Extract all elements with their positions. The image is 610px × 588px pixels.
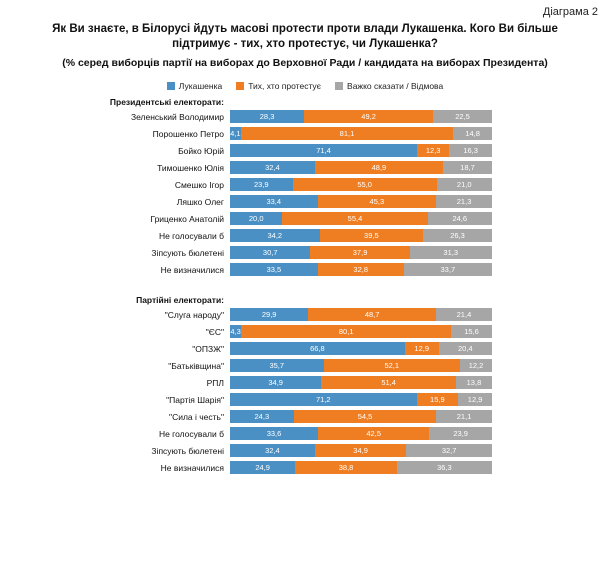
group-spacer xyxy=(0,279,610,295)
bar-segment xyxy=(230,212,282,225)
bar-segment xyxy=(417,393,459,406)
bar-segment xyxy=(315,444,406,457)
stacked-bar xyxy=(230,263,492,276)
legend-item xyxy=(167,81,222,91)
bar-segment xyxy=(397,461,492,474)
bar-segment xyxy=(230,178,293,191)
bar-segment xyxy=(406,444,492,457)
bar-value-label: 4,1 xyxy=(230,129,241,138)
bar-segment xyxy=(230,263,318,276)
category-label: Ляшко Олег xyxy=(176,196,224,207)
bar-value-label: 4,3 xyxy=(230,327,241,336)
bar-value-label: 36,3 xyxy=(437,463,452,472)
bar-segment xyxy=(230,342,405,355)
bar-value-label: 34,9 xyxy=(353,446,368,455)
chart-row xyxy=(0,177,610,192)
stacked-bar xyxy=(230,110,492,123)
bar-value-label: 32,8 xyxy=(353,265,369,274)
bar-segment xyxy=(230,229,320,242)
bar-segment xyxy=(230,127,241,140)
bar-segment xyxy=(433,110,492,123)
chart-row xyxy=(0,143,610,158)
chart-title-line-1: Як Ви знаєте, в Білорусі йдуть масові протести проти влади Лукашенка. Кого Ви більше xyxy=(52,23,558,35)
bar-value-label: 12,3 xyxy=(425,146,441,155)
bar-segment xyxy=(324,359,461,372)
bar-segment xyxy=(320,229,423,242)
bar-segment xyxy=(318,427,429,440)
category-label: Не визначилися xyxy=(160,462,224,473)
chart-row xyxy=(0,443,610,458)
stacked-bar xyxy=(230,461,492,474)
bar-value-label: 45,3 xyxy=(369,197,385,206)
chart-row xyxy=(0,460,610,475)
chart-legend xyxy=(0,81,610,91)
bar-value-label: 23,9 xyxy=(254,180,269,189)
bar-value-label: 21,1 xyxy=(456,412,472,421)
bar-value-label: 21,4 xyxy=(456,310,472,319)
bar-segment xyxy=(436,308,492,321)
bar-segment xyxy=(437,178,492,191)
bar-segment xyxy=(230,325,241,338)
bar-value-label: 21,0 xyxy=(456,180,472,189)
bar-value-label: 13,8 xyxy=(466,378,482,387)
bar-value-label: 71,4 xyxy=(316,146,331,155)
bar-value-label: 33,6 xyxy=(266,429,282,438)
bar-segment xyxy=(230,308,308,321)
stacked-bar xyxy=(230,246,492,259)
chart-row xyxy=(0,211,610,226)
stacked-bar xyxy=(230,393,492,406)
bar-value-label: 32,4 xyxy=(265,163,280,172)
bar-value-label: 24,9 xyxy=(255,463,270,472)
stacked-bar xyxy=(230,144,492,157)
bar-segment xyxy=(308,308,436,321)
bar-value-label: 24,6 xyxy=(452,214,468,223)
chart-row xyxy=(0,160,610,175)
bar-segment xyxy=(410,246,492,259)
bar-value-label: 48,7 xyxy=(364,310,380,319)
bar-segment xyxy=(230,144,417,157)
bar-value-label: 26,3 xyxy=(450,231,465,240)
category-label: Не голосували б xyxy=(158,230,224,241)
legend-label: Тих, хто протестує xyxy=(248,81,322,91)
chart-row xyxy=(0,409,610,424)
bar-segment xyxy=(230,246,310,259)
bar-segment xyxy=(282,212,427,225)
bar-segment xyxy=(436,195,492,208)
category-label: Не визначилися xyxy=(160,264,224,275)
bar-value-label: 16,3 xyxy=(463,146,478,155)
bar-value-label: 52,1 xyxy=(384,361,400,370)
bar-value-label: 49,2 xyxy=(361,112,376,121)
category-label: Зеленський Володимир xyxy=(130,111,224,122)
bar-value-label: 33,5 xyxy=(266,265,282,274)
category-label: "Сила і честь" xyxy=(169,411,224,422)
category-label: Порошенко Петро xyxy=(152,128,224,139)
category-label: Зіпсують бюлетені xyxy=(151,247,224,258)
bar-value-label: 32,7 xyxy=(441,446,457,455)
bar-segment xyxy=(230,161,315,174)
bar-value-label: 38,8 xyxy=(338,463,354,472)
stacked-bar xyxy=(230,342,492,355)
bar-value-label: 24,3 xyxy=(254,412,270,421)
chart-row xyxy=(0,109,610,124)
bar-value-label: 80,1 xyxy=(338,327,354,336)
category-label: "ОПЗЖ" xyxy=(192,343,224,354)
bar-value-label: 12,2 xyxy=(468,361,484,370)
bar-value-label: 32,4 xyxy=(265,446,280,455)
chart-row xyxy=(0,341,610,356)
group-heading: Президентські електорати: xyxy=(109,97,224,107)
bar-value-label: 71,2 xyxy=(315,395,331,404)
legend-swatch-icon xyxy=(167,82,175,90)
bar-value-label: 34,2 xyxy=(267,231,283,240)
stacked-bar xyxy=(230,161,492,174)
bar-segment xyxy=(458,393,492,406)
bar-value-label: 18,7 xyxy=(460,163,475,172)
stacked-bar xyxy=(230,376,492,389)
stacked-bar xyxy=(230,229,492,242)
bar-segment xyxy=(318,263,404,276)
bar-segment xyxy=(443,161,492,174)
chart-title-block xyxy=(0,0,610,71)
bar-value-label: 54,5 xyxy=(357,412,373,421)
bar-segment xyxy=(460,359,492,372)
bar-segment xyxy=(230,444,315,457)
bar-value-label: 22,5 xyxy=(455,112,470,121)
bar-segment xyxy=(230,410,294,423)
bar-value-label: 81,1 xyxy=(339,129,355,138)
bar-value-label: 20,0 xyxy=(248,214,264,223)
bar-segment xyxy=(405,342,439,355)
bar-segment xyxy=(404,263,492,276)
legend-item xyxy=(335,81,443,91)
bar-segment xyxy=(318,195,437,208)
bar-segment xyxy=(230,376,321,389)
bar-segment xyxy=(241,127,453,140)
bar-value-label: 37,9 xyxy=(352,248,368,257)
chart-row xyxy=(0,375,610,390)
bar-segment xyxy=(294,410,437,423)
bar-segment xyxy=(439,342,492,355)
bar-segment xyxy=(321,376,456,389)
bar-value-label: 33,4 xyxy=(266,197,282,206)
bar-segment xyxy=(453,127,492,140)
figure-number-label: Діаграма 2 xyxy=(542,6,598,18)
chart-row xyxy=(0,245,610,260)
stacked-bar xyxy=(230,359,492,372)
category-label: РПЛ xyxy=(206,377,224,388)
category-label: "ЄС" xyxy=(205,326,224,337)
bar-value-label: 48,9 xyxy=(371,163,387,172)
chart-row xyxy=(0,194,610,209)
bar-value-label: 34,9 xyxy=(268,378,283,387)
bar-segment xyxy=(230,110,304,123)
bar-segment xyxy=(241,325,451,338)
legend-item xyxy=(236,81,321,91)
chart-subtitle: (% серед виборців партії на виборах до Верховної Ради / кандидата на виборах Президента) xyxy=(62,57,548,69)
bar-segment xyxy=(436,410,491,423)
legend-label: Важко сказати / Відмова xyxy=(347,81,444,91)
chart-row xyxy=(0,426,610,441)
chart-plot-area xyxy=(0,97,610,475)
chart-row xyxy=(0,358,610,373)
bar-segment xyxy=(230,195,318,208)
bar-value-label: 23,9 xyxy=(453,429,468,438)
stacked-bar xyxy=(230,444,492,457)
bar-value-label: 35,7 xyxy=(269,361,285,370)
chart-row xyxy=(0,262,610,277)
legend-swatch-icon xyxy=(236,82,244,90)
stacked-bar xyxy=(230,195,492,208)
bar-value-label: 30,7 xyxy=(262,248,278,257)
bar-value-label: 15,9 xyxy=(430,395,445,404)
bar-value-label: 21,3 xyxy=(456,197,472,206)
bar-segment xyxy=(423,229,492,242)
bar-value-label: 55,4 xyxy=(347,214,363,223)
bar-value-label: 12,9 xyxy=(467,395,483,404)
category-label: Зіпсують бюлетені xyxy=(151,445,224,456)
chart-row xyxy=(0,324,610,339)
chart-row xyxy=(0,126,610,141)
bar-segment xyxy=(293,178,437,191)
category-label: Тимошенко Юлія xyxy=(157,162,224,173)
bar-segment xyxy=(456,376,492,389)
stacked-bar xyxy=(230,178,492,191)
bar-value-label: 31,3 xyxy=(443,248,459,257)
category-label: "Слуга народу" xyxy=(164,309,224,320)
stacked-bar xyxy=(230,325,492,338)
category-label: Смешко Ігор xyxy=(174,179,224,190)
stacked-bar xyxy=(230,410,492,423)
bar-value-label: 33,7 xyxy=(440,265,456,274)
bar-segment xyxy=(310,246,409,259)
bar-segment xyxy=(304,110,433,123)
category-label: "Батьківщина" xyxy=(168,360,224,371)
bar-value-label: 39,5 xyxy=(364,231,379,240)
chart-title-line-2: підтримує - тих, хто протестує, чи Лукашенка? xyxy=(172,38,438,50)
bar-value-label: 29,9 xyxy=(261,310,277,319)
stacked-bar xyxy=(230,308,492,321)
stacked-bar xyxy=(230,427,492,440)
bar-value-label: 12,9 xyxy=(414,344,430,353)
bar-segment xyxy=(429,427,492,440)
category-label: Не голосували б xyxy=(158,428,224,439)
stacked-bar xyxy=(230,212,492,225)
legend-swatch-icon xyxy=(335,82,343,90)
bar-value-label: 20,4 xyxy=(458,344,473,353)
bar-value-label: 28,3 xyxy=(259,112,275,121)
bar-segment xyxy=(417,144,449,157)
bar-segment xyxy=(428,212,492,225)
bar-segment xyxy=(230,427,318,440)
chart-row xyxy=(0,392,610,407)
group-heading: Партійні електорати: xyxy=(136,295,224,305)
bar-value-label: 15,6 xyxy=(464,327,479,336)
bar-value-label: 14,8 xyxy=(465,129,480,138)
bar-segment xyxy=(230,359,324,372)
category-label: Бойко Юрій xyxy=(178,145,224,156)
stacked-bar xyxy=(230,127,492,140)
bar-segment xyxy=(315,161,443,174)
bar-value-label: 51,4 xyxy=(381,378,396,387)
category-label: Гриценко Анатолій xyxy=(150,213,224,224)
bar-segment xyxy=(230,461,295,474)
legend-label: Лукашенка xyxy=(178,81,223,91)
chart-row xyxy=(0,228,610,243)
bar-segment xyxy=(449,144,492,157)
bar-value-label: 42,5 xyxy=(366,429,381,438)
bar-value-label: 55,0 xyxy=(357,180,372,189)
bar-value-label: 66,8 xyxy=(310,344,325,353)
bar-segment xyxy=(451,325,492,338)
chart-row xyxy=(0,307,610,322)
bar-segment xyxy=(295,461,397,474)
category-label: "Партія Шарія" xyxy=(166,394,224,405)
bar-segment xyxy=(230,393,417,406)
